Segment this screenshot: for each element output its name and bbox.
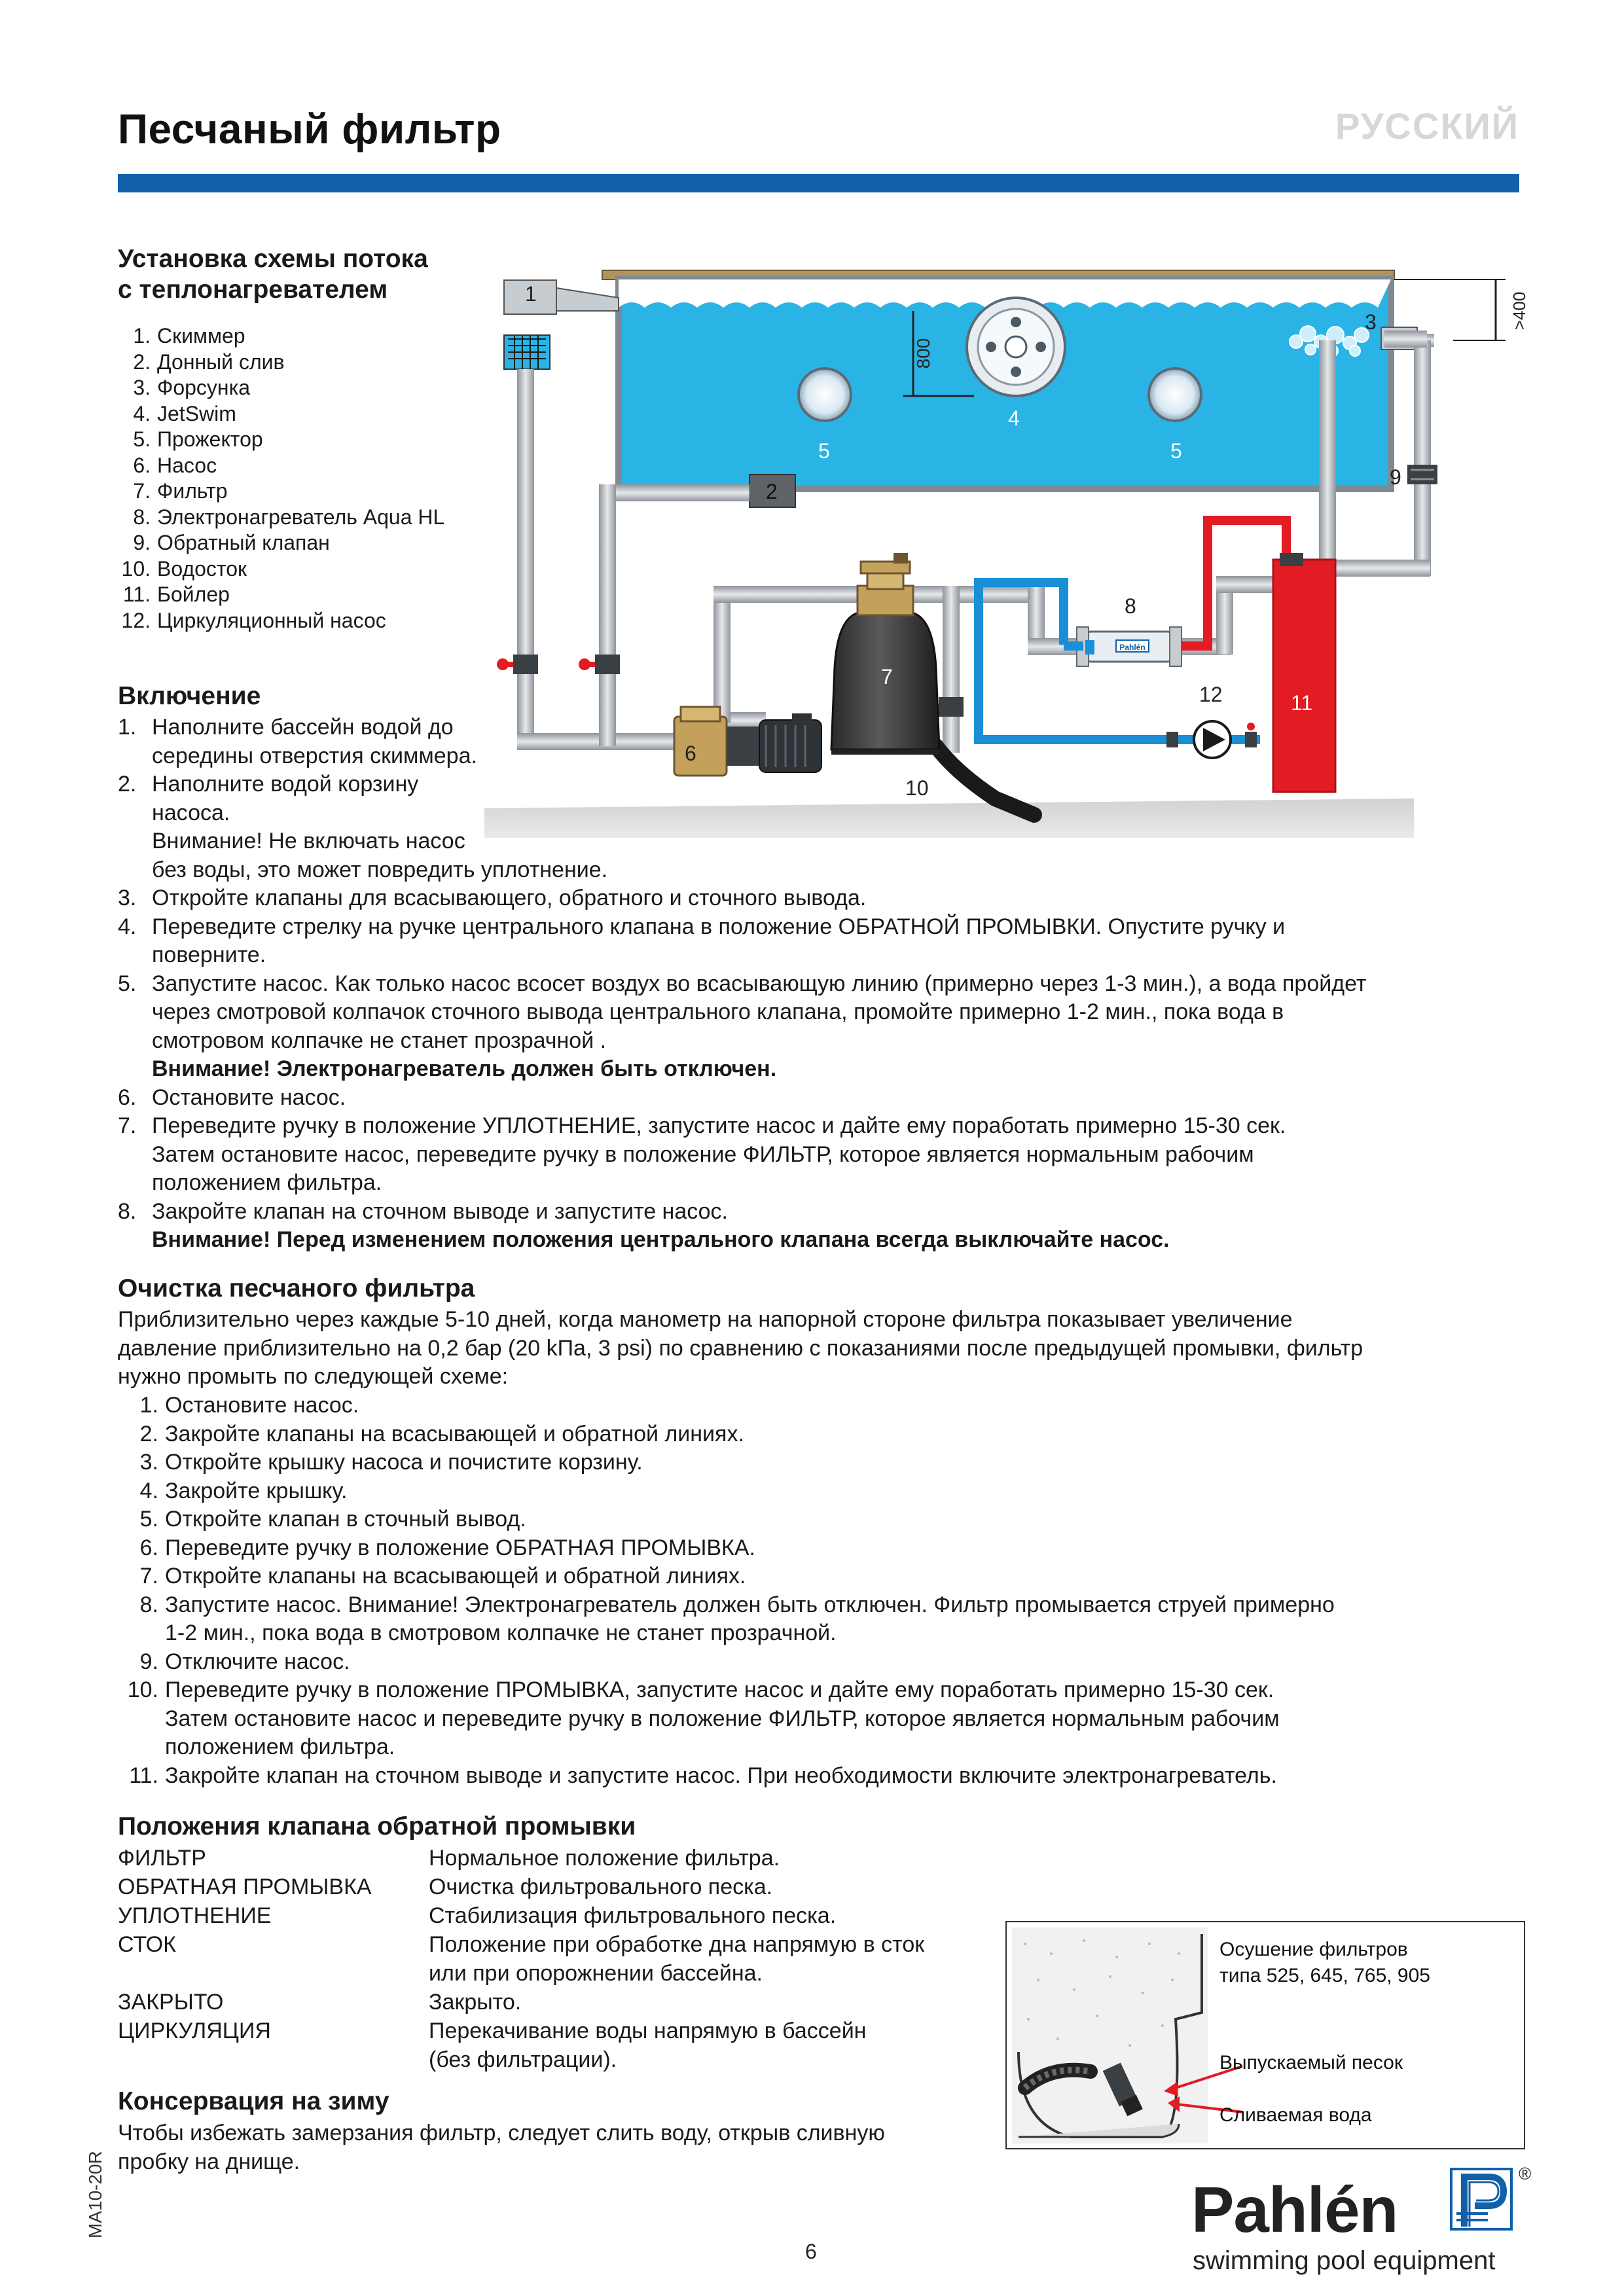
startup-step-line: Остановите насос. [152, 1085, 346, 1110]
startup-step [118, 970, 1525, 1084]
label-4: 4 [1008, 406, 1020, 430]
cleaning-step-text [165, 1591, 1525, 1648]
startup-step [118, 713, 1525, 770]
drain-figure-box [1005, 1921, 1525, 2149]
cleaning-step-line: Откройте клапан в сточный вывод. [165, 1507, 526, 1532]
cleaning-step [118, 1648, 1525, 1677]
cleaning-step-number: 1. [139, 1393, 158, 1418]
cleaning-step-number: 11. [129, 1763, 158, 1788]
startup-step-line: Закройте клапан на сточном выводе и запустите насос. [152, 1198, 728, 1224]
cleaning-step-text [165, 1505, 1525, 1534]
position-description-line: Закрыто. [429, 1990, 522, 2015]
startup-step-line: середины отверстия скиммера. [152, 743, 477, 768]
position-name: ОБРАТНАЯ ПРОМЫВКА [118, 1874, 372, 1899]
startup-step-number: 4. [118, 914, 137, 939]
startup-step-line: насоса. [152, 800, 230, 825]
legend-item [118, 530, 444, 556]
pipe-drain [609, 484, 749, 501]
startup-step-line: Откройте клапаны для всасывающего, обратного и сточного вывода. [152, 886, 867, 910]
position-row [118, 1901, 1001, 1930]
legend-label: Прожектор [157, 427, 263, 451]
position-description-line: Нормальное положение фильтра. [429, 1846, 780, 1871]
brand-tagline: swimming pool equipment [1193, 2246, 1496, 2275]
cleaning-step-line: Затем остановите насос и переведите ручку в положение ФИЛЬТР, которое является нормальным рабочим [165, 1706, 1280, 1731]
startup-step-number: 1. [118, 715, 137, 740]
legend-label: Фильтр [157, 479, 228, 503]
startup-step-text [152, 1112, 1525, 1198]
cleaning-step [118, 1420, 1525, 1449]
legend-label: Электронагреватель Aqua HL [157, 505, 445, 529]
position-description-line: Стабилизация фильтровального песка. [429, 1903, 837, 1928]
label-6: 6 [685, 742, 696, 765]
cleaning-step [118, 1676, 1525, 1762]
cleaning-step-text [165, 1562, 1525, 1591]
pipe-pump-filter [713, 592, 731, 723]
startup-step-line: Затем остановите насос, переведите ручку в положение ФИЛЬТР, которое является нормальным рабочим [152, 1141, 1254, 1167]
legend-label: Насос [157, 453, 217, 477]
startup-step-line: Внимание! Не включать насос [152, 829, 465, 853]
valve-2-icon [579, 655, 620, 674]
cleaning-step-line: Закройте крышку. [165, 1478, 348, 1503]
startup-step [118, 770, 1525, 884]
legend-item [118, 582, 444, 608]
position-description [429, 1930, 1001, 1988]
flow-section [118, 243, 428, 305]
startup-step-line: смотровом колпачке не станет прозрачной . [152, 1028, 607, 1053]
position-description [429, 1844, 1001, 1873]
brand-wordmark: Pahlén [1191, 2174, 1398, 2246]
brand-logo [1191, 2164, 1532, 2284]
cleaning-step-number: 5. [139, 1507, 158, 1532]
legend-item [118, 478, 444, 505]
legend-item [118, 556, 444, 583]
cleaning-step-text [165, 1391, 1525, 1420]
title-divider [118, 174, 1519, 192]
cleaning-step-number: 2. [139, 1421, 158, 1446]
legend-number: 4. [133, 401, 151, 425]
legend-number: 5. [133, 427, 151, 451]
cleaning-step [118, 1448, 1525, 1477]
label-3: 3 [1365, 310, 1377, 334]
label-8: 8 [1125, 594, 1136, 618]
drain-title-line2: типа 525, 645, 765, 905 [1219, 1965, 1430, 1986]
legend-label: Водосток [157, 556, 247, 581]
positions-heading: Положения клапана обратной промывки [118, 1812, 636, 1840]
legend-label: Донный слив [157, 350, 285, 374]
position-description-line: (без фильтрации). [429, 2047, 617, 2072]
skimmer-throat [556, 288, 619, 311]
cleaning-step-text [165, 1648, 1525, 1677]
winter-line: Чтобы избежать замерзания фильтр, следует слить воду, открыв сливную [118, 2121, 885, 2145]
cleaning-step-line: Остановите насос. [165, 1393, 359, 1418]
position-description-line: Очистка фильтровального песка. [429, 1874, 773, 1899]
page-title: Песчаный фильтр [118, 105, 501, 152]
legend-label: Циркуляционный насос [157, 608, 386, 632]
startup-list [118, 713, 1525, 1255]
pipe-skimmer [517, 369, 534, 749]
legend-number: 3. [133, 376, 151, 399]
legend-item [118, 453, 444, 479]
flow-legend [118, 323, 444, 634]
legend-label: Обратный клапан [157, 531, 330, 554]
cleaning-step-text [165, 1534, 1525, 1563]
label-11: 11 [1291, 691, 1313, 715]
startup-step-number: 2. [118, 772, 137, 797]
startup-step-line: через смотровой колпачок сточного вывода центрального клапана, промойте примерно 1-2 мин., пока вода в [152, 999, 1284, 1024]
cleaning-step [118, 1534, 1525, 1563]
legend-item [118, 350, 444, 376]
startup-step [118, 1112, 1525, 1198]
cleaning-step [118, 1505, 1525, 1534]
cleaning-step-text [165, 1762, 1525, 1791]
cleaning-step-number: 7. [139, 1564, 158, 1588]
legend-item [118, 401, 444, 427]
legend-number: 12. [121, 608, 151, 632]
startup-step-number: 7. [118, 1113, 137, 1138]
legend-label: JetSwim [157, 401, 236, 425]
cleaning-step-line: Откройте клапаны на всасывающей и обратной линиях. [165, 1564, 746, 1588]
startup-step-text [152, 770, 1525, 884]
position-description-line: Положение при обработке дна напрямую в сток [429, 1932, 925, 1957]
label-7: 7 [881, 665, 893, 689]
startup-step [118, 913, 1525, 970]
heater-brand-label: Pahlén [1119, 643, 1146, 652]
cleaning-step-line: 1-2 мин., пока вода в смотровом колпачке не станет прозрачной. [165, 1621, 837, 1645]
position-description [429, 2017, 1001, 2074]
startup-step-line: положением фильтра. [152, 1170, 382, 1195]
startup-step [118, 1084, 1525, 1113]
water-outlet-label: Сливаемая вода [1219, 2104, 1372, 2126]
startup-step-line: поверните. [152, 942, 266, 967]
startup-step-line: Наполните водой корзину [152, 772, 419, 797]
label-5b: 5 [1170, 439, 1182, 463]
startup-warning: Внимание! Перед изменением положения центрального клапана всегда выключайте насос. [152, 1227, 1170, 1252]
legend-label: Скиммер [157, 324, 245, 348]
positions-table [118, 1844, 1001, 2074]
cleaning-step-number: 3. [139, 1450, 158, 1475]
position-description-line: или при опорожнении бассейна. [429, 1961, 763, 1986]
cleaning-step-text [165, 1477, 1525, 1506]
lamp-left-icon [799, 368, 851, 421]
startup-step-text [152, 1084, 1525, 1113]
startup-step-text [152, 1198, 1525, 1255]
label-800: 800 [913, 338, 933, 369]
legend-item [118, 608, 444, 634]
legend-item [118, 323, 444, 350]
label-9: 9 [1390, 465, 1401, 489]
legend-number: 6. [133, 453, 151, 477]
cleaning-intro-line: Приблизительно через каждые 5-10 дней, когда манометр на напорной стороне фильтра показывает увеличение [118, 1307, 1293, 1332]
cleaning-step-number: 8. [139, 1592, 158, 1617]
cleaning-step-line: Переведите ручку в положение ПРОМЫВКА, запустите насос и дайте ему поработать примерно 15-30 сек. [165, 1677, 1274, 1702]
startup-step-text [152, 884, 1525, 913]
cleaning-step-line: Закройте клапаны на всасывающей и обратной линиях. [165, 1421, 744, 1446]
position-row [118, 1873, 1001, 1901]
label-400: >400 [1509, 291, 1529, 331]
position-name: СТОК [118, 1932, 176, 1957]
cleaning-step-line: Запустите насос. Внимание! Электронагреватель должен быть отключен. Фильтр промывается струей примерно [165, 1592, 1335, 1617]
winter-heading: Консервация на зиму [118, 2087, 389, 2115]
startup-step-line: Переведите ручку в положение УПЛОТНЕНИЕ, запустите насос и дайте ему поработать примерно 15-30 сек. [152, 1113, 1286, 1138]
brand-p-icon [1450, 2168, 1515, 2233]
startup-step-line: Переведите стрелку на ручке центрального клапана в положение ОБРАТНОЙ ПРОМЫВКИ. Опустите ручку и [152, 914, 1286, 939]
startup-step-line: Запустите насос. Как только насос всосет воздух во всасывающую линию (примерно через 1-3 мин.), а вода пройдет [152, 971, 1367, 996]
legend-number: 9. [133, 531, 151, 554]
legend-item [118, 427, 444, 453]
startup-step-line: без воды, это может повредить уплотнение. [152, 857, 608, 882]
position-name: ФИЛЬТР [118, 1846, 206, 1871]
cleaning-intro-line: давление приблизительно на 0,2 бар (20 kПа, 3 psi) по сравнению с показаниями после предыдущей промывки, фильтр [118, 1335, 1363, 1361]
position-description [429, 1901, 1001, 1930]
legend-number: 7. [133, 479, 151, 503]
cleaning-step-line: Откройте крышку насоса и почистите корзину. [165, 1450, 643, 1475]
cleaning-step-number: 6. [139, 1535, 158, 1560]
winter-text [118, 2119, 1001, 2176]
legend-number: 8. [133, 505, 151, 529]
cleaning-step [118, 1391, 1525, 1420]
position-name: УПЛОТНЕНИЕ [118, 1903, 272, 1928]
cleaning-step-line: положением фильтра. [165, 1734, 395, 1759]
position-row [118, 1844, 1001, 1873]
position-row [118, 2017, 1001, 2074]
winter-line: пробку на днище. [118, 2149, 300, 2174]
cleaning-step-line: Закройте клапан на сточном выводе и запустите насос. При необходимости включите электронагреватель. [165, 1763, 1277, 1788]
position-description-line: Перекачивание воды напрямую в бассейн [429, 2018, 867, 2043]
flow-heading-line1: Установка схемы потока [118, 245, 428, 273]
registered-mark: ® [1519, 2164, 1532, 2183]
drain-title-line1: Осушение фильтров [1219, 1939, 1408, 1960]
cleaning-intro [118, 1306, 1525, 1391]
label-5a: 5 [818, 439, 830, 463]
language-label: РУССКИЙ [1335, 105, 1519, 147]
cleaning-step-number: 10. [127, 1677, 158, 1702]
startup-heading: Включение [118, 682, 261, 710]
cleaning-step-line: Отключите насос. [165, 1649, 350, 1674]
cleaning-step-text [165, 1448, 1525, 1477]
position-description [429, 1873, 1001, 1901]
legend-number: 1. [133, 324, 151, 348]
cleaning-step-text [165, 1420, 1525, 1449]
position-name: ЗАКРЫТО [118, 1990, 224, 2015]
position-description [429, 1988, 1001, 2017]
check-valve [1407, 465, 1437, 484]
startup-step-number: 3. [118, 886, 137, 910]
startup-step [118, 884, 1525, 913]
startup-step-text [152, 713, 1525, 770]
document-code: MA10-20R [85, 2151, 105, 2238]
cleaning-step-number: 9. [139, 1649, 158, 1674]
label-12: 12 [1199, 683, 1223, 706]
cleaning-step-number: 4. [139, 1478, 158, 1503]
cleaning-step-line: Переведите ручку в положение ОБРАТНАЯ ПРОМЫВКА. [165, 1535, 755, 1560]
startup-step-text [152, 970, 1525, 1084]
startup-step-number: 6. [118, 1085, 137, 1110]
lamp-right-icon [1149, 368, 1201, 421]
legend-number: 10. [121, 556, 151, 581]
legend-item [118, 375, 444, 401]
position-row [118, 1988, 1001, 2017]
startup-step-number: 5. [118, 971, 137, 996]
startup-warning: Внимание! Электронагреватель должен быть отключен. [152, 1056, 777, 1081]
cleaning-intro-line: нужно промыть по следующей схеме: [118, 1364, 509, 1389]
pipe-return [1319, 340, 1336, 592]
position-row [118, 1930, 1001, 1988]
startup-step-number: 8. [118, 1198, 137, 1224]
page-number: 6 [805, 2240, 817, 2263]
startup-step-text [152, 913, 1525, 970]
legend-item [118, 505, 444, 531]
cleaning-step-text [165, 1676, 1525, 1762]
flow-heading-line2: с теплонагревателем [118, 276, 388, 304]
position-name: ЦИРКУЛЯЦИЯ [118, 2018, 271, 2043]
cleaning-step [118, 1762, 1525, 1791]
cleaning-heading: Очистка песчаного фильтра [118, 1274, 475, 1302]
sand-outlet-label: Выпускаемый песок [1219, 2052, 1403, 2073]
startup-step-line: Наполните бассейн водой до [152, 715, 454, 740]
cleaning-step [118, 1562, 1525, 1591]
label-10: 10 [905, 776, 929, 800]
cleaning-step [118, 1477, 1525, 1506]
cleaning-step [118, 1591, 1525, 1648]
label-1: 1 [525, 282, 537, 306]
legend-label: Форсунка [157, 376, 251, 399]
legend-number: 2. [133, 350, 151, 374]
legend-number: 11. [122, 583, 151, 606]
valve-1-icon [497, 655, 538, 674]
legend-label: Бойлер [157, 583, 230, 606]
label-2: 2 [766, 480, 778, 503]
startup-step [118, 1198, 1525, 1255]
cleaning-list [118, 1391, 1525, 1790]
